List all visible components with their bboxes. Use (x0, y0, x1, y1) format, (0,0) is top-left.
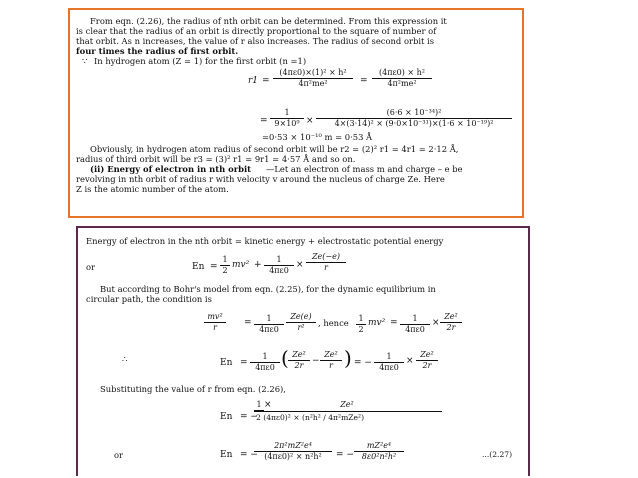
half-numerator: 1 (356, 314, 366, 325)
bottom-para1-line1: But according to Bohr's model from eqn. (2.25), for the dynamic equilibrium in (100, 284, 436, 294)
fraction-1-denominator: 4π²me² (298, 79, 328, 88)
coulomb-numerator: 1 (254, 314, 284, 325)
fraction-3 (270, 108, 304, 129)
top-para3-line2: radius of third orbit will be r3 = (3)² r1 = 9r1 = 4·57 Å and so on. (76, 154, 356, 164)
energy-symbol: En (220, 358, 233, 368)
equals-minus: = − (336, 450, 354, 460)
hence-word: , hence (318, 318, 349, 328)
result-line: =0·53 × 10⁻¹⁰ m = 0·53 Å (262, 132, 373, 142)
equals-sign: = (390, 318, 398, 328)
ke-numerator: Ze² (440, 312, 462, 323)
top-para3-line1: Obviously, in hydrogen atom radius of second orbit will be r2 = (2)² r1 = 4r1 = 2·12 Å, (90, 144, 459, 154)
coulomb-constant-3 (400, 314, 430, 335)
coulomb-constant-2 (254, 314, 284, 335)
top-para4-line1: —Let an electron of mass m and charge – e be (266, 164, 463, 174)
coulomb-numerator: 1 (250, 352, 280, 363)
equals-sign: = (210, 262, 218, 272)
final-fraction-1-denominator: (4πε0)² × n²h² (264, 452, 322, 461)
bracket-term-1-denominator: 2r (294, 361, 304, 370)
equals-minus: = − (240, 412, 258, 422)
fraction-2 (372, 68, 432, 89)
top-para4-line3: Z is the atomic number of the atom. (76, 184, 229, 194)
half-numerator: 1 (254, 400, 264, 411)
bottom-line1: Energy of electron in the nth orbit = kinetic energy + electrostatic potential energy (86, 236, 444, 246)
fraction-1-numerator: (4πε0)×(1)² × h² (273, 68, 353, 79)
fraction-2-numerator: (4πε0) × h² (372, 68, 432, 79)
force-numerator: Ze(e) (286, 312, 316, 323)
final-fraction-2 (354, 441, 404, 462)
energy-symbol: En (192, 262, 205, 272)
bracket-term-1-numerator: Ze² (288, 350, 310, 361)
equals-minus: = − (240, 450, 258, 460)
energy-symbol: En (220, 450, 233, 460)
top-para1-line1: From eqn. (2.26), the radius of nth orbit can be determined. From this expression it (90, 16, 447, 26)
potential-denominator: r (324, 263, 328, 272)
times-sign: × (296, 260, 304, 270)
kinetic-term-2: mv² (368, 318, 386, 328)
force-fraction (286, 312, 316, 333)
or-label-1: or (86, 262, 96, 272)
potential-fraction (306, 252, 346, 273)
times-sign: × (432, 318, 440, 328)
centripetal-denominator: r (213, 323, 217, 332)
equals-sign: = (260, 116, 268, 126)
coulomb-denominator: 4πε0 (269, 266, 289, 275)
substituted-numerator: Ze² (340, 400, 354, 409)
substituted-denominator: 2 (4πε0)² × (n²h² / 4π²mZe²) (256, 413, 365, 422)
half-fraction (220, 255, 230, 276)
kinetic-term: mv² (232, 260, 250, 270)
final-fraction-1 (254, 441, 332, 462)
open-bracket: ( (281, 346, 289, 370)
equals-sign: = (244, 318, 252, 328)
result-fraction (416, 350, 438, 371)
coulomb-numerator: 1 (264, 255, 294, 266)
energy-symbol: En (220, 412, 233, 422)
top-para1-line4: four times the radius of first orbit. (76, 46, 239, 56)
top-para1-line2: is clear that the radius of an orbit is directly proportional to the square of number of (76, 26, 437, 36)
equals-sign: = (240, 358, 248, 368)
ke-denominator: 2r (446, 323, 456, 332)
equation-number: ...(2.27) (482, 450, 513, 459)
minus-sign: − (312, 356, 320, 366)
top-para2: In hydrogen atom (Z = 1) for the first orbit (n =1) (94, 56, 307, 66)
bottom-para1-line2: circular path, the condition is (86, 294, 212, 304)
final-fraction-2-numerator: mZ²e⁴ (354, 441, 404, 452)
fraction-3-denominator: 9×10⁹ (274, 119, 300, 128)
coulomb-denominator: 4πε0 (405, 325, 425, 334)
equals-sign: = (262, 76, 270, 86)
coulomb-denominator: 4πε0 (379, 363, 399, 372)
r1-symbol: r1 (248, 76, 259, 86)
coulomb-denominator: 4πε0 (259, 325, 279, 334)
final-fraction-2-denominator: 8ε0²n²h² (361, 452, 397, 461)
substituted-fraction (252, 400, 442, 410)
equals-sign: = (360, 76, 368, 86)
half-numerator: 1 (220, 255, 230, 266)
ke-fraction (440, 312, 462, 333)
top-para1-line3: that orbit. As n increases, the value of r also increases. The radius of second orbit is (76, 36, 435, 46)
coulomb-numerator: 1 (374, 352, 404, 363)
plus-sign: + (254, 260, 262, 270)
half-denominator: 2 (222, 266, 228, 275)
result-numerator: Ze² (416, 350, 438, 361)
fraction-3-numerator: 1 (270, 108, 304, 119)
top-para4-line2: revolving in nth orbit of radius r with velocity v around the nucleus of charge Ze. Here (76, 174, 445, 184)
result-denominator: 2r (422, 361, 432, 370)
fraction-4 (316, 108, 512, 129)
coulomb-numerator: 1 (400, 314, 430, 325)
potential-numerator: Ze(−e) (306, 252, 346, 263)
centripetal-fraction (204, 312, 226, 333)
bracket-term-1 (288, 350, 310, 371)
bracket-term-2-denominator: r (329, 361, 333, 370)
times-sign: × (306, 116, 314, 126)
times-sign: × (264, 400, 272, 410)
fraction-2-denominator: 4π²me² (387, 79, 417, 88)
fraction-4-numerator: (6·6 × 10⁻³⁴)² (316, 108, 512, 119)
bracket-term-2-numerator: Ze² (320, 350, 342, 361)
half-denominator: 2 (358, 325, 364, 334)
close-bracket: ) (344, 346, 352, 370)
final-fraction-1-numerator: 2π²mZ²e⁴ (254, 441, 332, 452)
bottom-text-panel (76, 226, 530, 476)
coulomb-denominator: 4πε0 (255, 363, 275, 372)
substituting-line: Substituting the value of r from eqn. (2.26), (100, 384, 286, 394)
because-symbol: ∵ (82, 56, 88, 66)
force-denominator: r² (297, 323, 305, 332)
section-heading: (ii) Energy of electron in nth orbit (90, 164, 252, 174)
bracket-term-2 (320, 350, 342, 371)
top-text-panel (68, 8, 524, 218)
equals-minus: = − (354, 358, 372, 368)
fraction-1 (273, 68, 353, 89)
times-sign: × (406, 356, 414, 366)
therefore-symbol: ∴ (122, 354, 128, 364)
fraction-4-denominator: 4×(3·14)² × (9·0×10⁻³¹)×(1·6 × 10⁻¹⁹)² (334, 119, 494, 128)
coulomb-constant-4 (250, 352, 280, 373)
fraction-bar (254, 411, 442, 412)
coulomb-constant (264, 255, 294, 276)
centripetal-numerator: mv² (204, 312, 226, 323)
half-fraction-2 (356, 314, 366, 335)
coulomb-constant-5 (374, 352, 404, 373)
or-label-2: or (114, 450, 124, 460)
